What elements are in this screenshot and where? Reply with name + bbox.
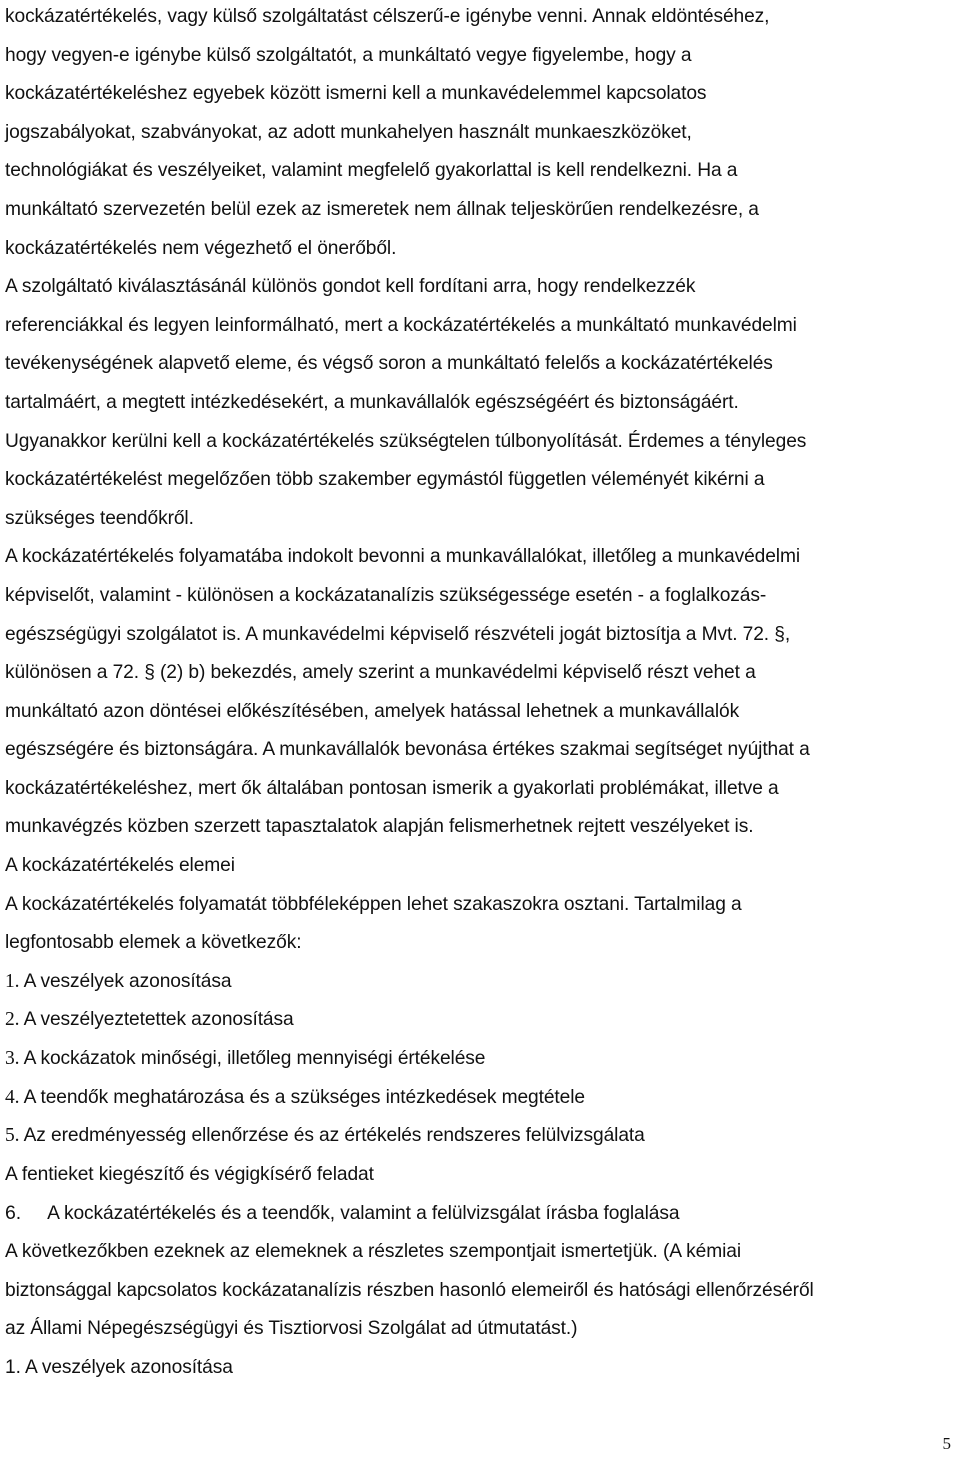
list-item	[5, 1079, 957, 1118]
text-line: munkavégzés közben szerzett tapasztalatok alapján felismerhetnek rejtett veszélyeket is.	[5, 816, 754, 838]
text-line: egészségügyi szolgálatot is. A munkavédelmi képviselő részvételi jogát biztosítja a Mvt. 72. §,	[5, 623, 791, 645]
list-item	[5, 1001, 957, 1040]
text-line: kockázatértékelést megelőzően több szakember egymástól független véleményét kikérni a	[5, 469, 765, 491]
list-item-text: Az eredményesség ellenőrzése és az értékelés rendszeres felülvizsgálata	[23, 1125, 645, 1147]
text-line: tevékenységének alapvető eleme, és végső soron a munkáltató felelős a kockázatértékelés	[5, 353, 773, 375]
list-item-number: 4.	[5, 1086, 20, 1108]
body-text	[5, 0, 957, 963]
text-line: képviselőt, valamint - különösen a kockázatanalízis szükségessége esetén - a foglalkozás-	[5, 584, 767, 606]
text-line: tartalmáért, a megtett intézkedésekért, a munkavállalók egészségéért és biztonságáért.	[5, 391, 739, 413]
text-line: referenciákkal és legyen leinformálható, mert a kockázatértékelés a munkáltató munkavédelmi	[5, 314, 797, 336]
text-line: kockázatértékelés nem végezhető el önerőből.	[5, 237, 397, 259]
text-line: munkáltató szervezetén belül ezek az ismeretek nem állnak teljeskörűen rendelkezésre, a	[5, 198, 759, 220]
text-line: A következőkben ezeknek az elemeknek a részletes szempontjait ismertetjük. (A kémiai	[5, 1241, 741, 1262]
text-line: A kockázatértékelés folyamatát többféleképpen lehet szakaszokra osztani. Tartalmilag a	[5, 893, 742, 915]
list-item-number: 2.	[5, 1009, 20, 1031]
list-item-text: A kockázatértékelés és a teendők, valamint a felülvizsgálat írásba foglalása	[47, 1203, 680, 1225]
supplement-line: A fentieket kiegészítő és végigkísérő feladat	[5, 1163, 374, 1185]
text-line: legfontosabb elemek a következők:	[5, 932, 302, 954]
text-line: különösen a 72. § (2) b) bekezdés, amely szerint a munkavédelmi képviselő részt vehet a	[5, 662, 756, 684]
text-line: technológiákat és veszélyeiket, valamint megfelelő gyakorlattal is kell rendelkezni. Ha a	[5, 160, 738, 182]
numbered-list	[5, 963, 957, 1156]
text-line: szükséges teendőkről.	[5, 507, 194, 529]
text-line: hogy vegyen-e igénybe külső szolgáltatót, a munkáltató vegye figyelembe, hogy a	[5, 44, 692, 66]
list-item-text: A veszélyek azonosítása	[23, 970, 232, 992]
list-item-text: A veszélyeztetettek azonosítása	[23, 1009, 294, 1031]
text-line: kockázatértékeléshez egyebek között ismerni kell a munkavédelemmel kapcsolatos	[5, 83, 707, 105]
text-line: kockázatértékeléshez, mert ők általában pontosan ismerik a gyakorlati problémákat, illetve a	[5, 777, 779, 799]
document-page	[5, 0, 957, 1387]
text-line: az Állami Népegészségügyi és Tisztiorvosi Szolgálat ad útmutatást.)	[5, 1318, 578, 1340]
list-item-number: 1.	[5, 970, 20, 992]
text-line: kockázatértékelés, vagy külső szolgáltatást célszerű-e igénybe venni. Annak eldöntéséhez,	[5, 6, 770, 27]
list-item-6	[5, 1194, 957, 1233]
section-heading: A kockázatértékelés elemei	[5, 855, 235, 877]
list-item-text: A teendők meghatározása és a szükséges intézkedések megtétele	[23, 1086, 585, 1108]
list-item-number: 5.	[5, 1125, 20, 1147]
closing-text	[5, 1233, 957, 1387]
text-line: biztonsággal kapcsolatos kockázatanalízis részben hasonló elemeiről és hatósági ellenőrzéséről	[5, 1279, 814, 1301]
list-item	[5, 1117, 957, 1156]
text-line: munkáltató azon döntései előkészítésében, amelyek hatással lehetnek a munkavállalók	[5, 700, 740, 722]
subheading: 1. A veszélyek azonosítása	[5, 1356, 233, 1378]
text-line: egészségére és biztonságára. A munkavállalók bevonása értékes szakmai segítséget nyújthat a	[5, 739, 810, 761]
list-item-number: 3.	[5, 1048, 20, 1070]
list-item	[5, 1040, 957, 1079]
page-number: 5	[942, 1434, 951, 1453]
text-line: jogszabályokat, szabványokat, az adott munkahelyen használt munkaeszközöket,	[5, 121, 692, 143]
list-item	[5, 963, 957, 1002]
text-line: A szolgáltató kiválasztásánál különös gondot kell fordítani arra, hogy rendelkezzék	[5, 276, 696, 298]
list-item-text: A kockázatok minőségi, illetőleg mennyiségi értékelése	[23, 1048, 486, 1070]
text-line: A kockázatértékelés folyamatába indokolt bevonni a munkavállalókat, illetőleg a munkavédelmi	[5, 546, 800, 568]
list-item-number: 6.	[5, 1202, 22, 1225]
text-line: Ugyanakkor kerülni kell a kockázatértékelés szükségtelen túlbonyolítását. Érdemes a tényleges	[5, 430, 807, 452]
